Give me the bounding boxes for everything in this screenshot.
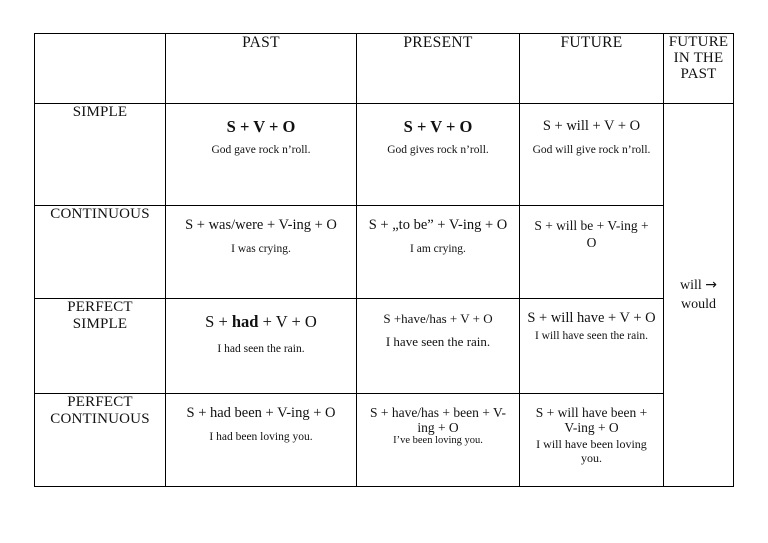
- cell-past-continuous: [166, 206, 357, 299]
- formula-past-perfect-post: + V + O: [258, 312, 317, 331]
- cell-present-simple: [357, 104, 520, 206]
- formula-future-perfect-simple: S + will have + V + O: [527, 310, 656, 326]
- row-label-perfect-continuous-line2: CONTINUOUS: [50, 411, 150, 427]
- cell-present-continuous: [357, 206, 520, 299]
- row-label-perfect-continuous-line1: PERFECT: [67, 394, 133, 410]
- formula-past-simple: S + V + O: [226, 117, 296, 136]
- example-present-continuous: I am crying.: [410, 243, 466, 255]
- example-past-perfect-continuous: I had been loving you.: [209, 431, 313, 443]
- formula-past-perfect-continuous: S + had been + V-ing + O: [186, 405, 336, 421]
- corner-cell: [35, 34, 166, 104]
- row-simple: [35, 104, 734, 206]
- formula-present-perfect-simple: S +have/has + V + O: [383, 311, 493, 326]
- cell-future-continuous: [520, 206, 664, 299]
- cell-past-perfect-simple: [166, 299, 357, 394]
- right-arrow-icon: →: [705, 277, 717, 293]
- cell-future-simple: [520, 104, 664, 206]
- cell-future-perfect-continuous: [520, 394, 664, 487]
- future-in-past-will: will: [679, 278, 702, 293]
- example-future-simple: God will give rock n’roll.: [532, 144, 651, 156]
- example-future-perfect-continuous: I will have been loving you.: [536, 437, 647, 465]
- example-past-perfect-simple: I had seen the rain.: [217, 343, 305, 355]
- formula-present-perfect-continuous: S + have/has + been + V-ing + O: [369, 405, 507, 435]
- formula-future-simple: S + will + V + O: [542, 118, 641, 134]
- formula-past-perfect-simple: [166, 299, 356, 330]
- formula-past-perfect-had: had: [231, 312, 259, 331]
- header-future: FUTURE: [520, 34, 664, 104]
- row-perfect-continuous: [35, 394, 734, 487]
- header-future-in-the-past: [664, 34, 734, 104]
- row-continuous: [35, 206, 734, 299]
- future-in-past-cell: [664, 104, 734, 487]
- formula-future-continuous: S + will be + V-ing + O: [534, 218, 649, 250]
- header-past: PAST: [166, 34, 357, 104]
- formula-present-simple: S + V + O: [403, 117, 473, 136]
- row-label-perfect-continuous: [35, 394, 166, 487]
- header-future-in-past-line3: PAST: [680, 66, 717, 82]
- future-in-past-would: would: [681, 297, 716, 312]
- example-past-simple: God gave rock n’roll.: [211, 144, 311, 156]
- header-row: [35, 34, 734, 104]
- example-past-continuous: I was crying.: [231, 243, 291, 255]
- tenses-table: [34, 33, 734, 487]
- cell-present-perfect-continuous: [357, 394, 520, 487]
- cell-future-perfect-simple: [520, 299, 664, 394]
- row-label-continuous: CONTINUOUS: [35, 206, 166, 299]
- future-in-past-will-line: [664, 276, 733, 295]
- formula-present-continuous: S + „to be” + V-ing + O: [368, 217, 508, 233]
- example-present-perfect-continuous: I’ve been loving you.: [393, 435, 483, 446]
- cell-past-perfect-continuous: [166, 394, 357, 487]
- row-perfect-simple: [35, 299, 734, 394]
- row-label-perfect-simple-line1: PERFECT: [67, 299, 133, 315]
- header-future-in-past-line2: IN THE: [673, 50, 724, 66]
- example-future-perfect-simple: I will have seen the rain.: [534, 330, 649, 342]
- row-label-perfect-simple: [35, 299, 166, 394]
- example-present-perfect-simple: I have seen the rain.: [385, 334, 491, 349]
- cell-past-simple: [166, 104, 357, 206]
- formula-past-continuous: S + was/were + V-ing + O: [185, 217, 337, 233]
- row-label-simple: SIMPLE: [35, 104, 166, 206]
- formula-past-perfect-pre: S +: [205, 312, 232, 331]
- row-label-perfect-simple-line2: SIMPLE: [72, 316, 128, 332]
- cell-present-perfect-simple: [357, 299, 520, 394]
- example-present-simple: God gives rock n’roll.: [387, 144, 489, 156]
- header-future-in-past-line1: FUTURE: [668, 34, 729, 50]
- header-present: PRESENT: [357, 34, 520, 104]
- formula-future-perfect-continuous: S + will have been + V-ing + O: [535, 405, 648, 435]
